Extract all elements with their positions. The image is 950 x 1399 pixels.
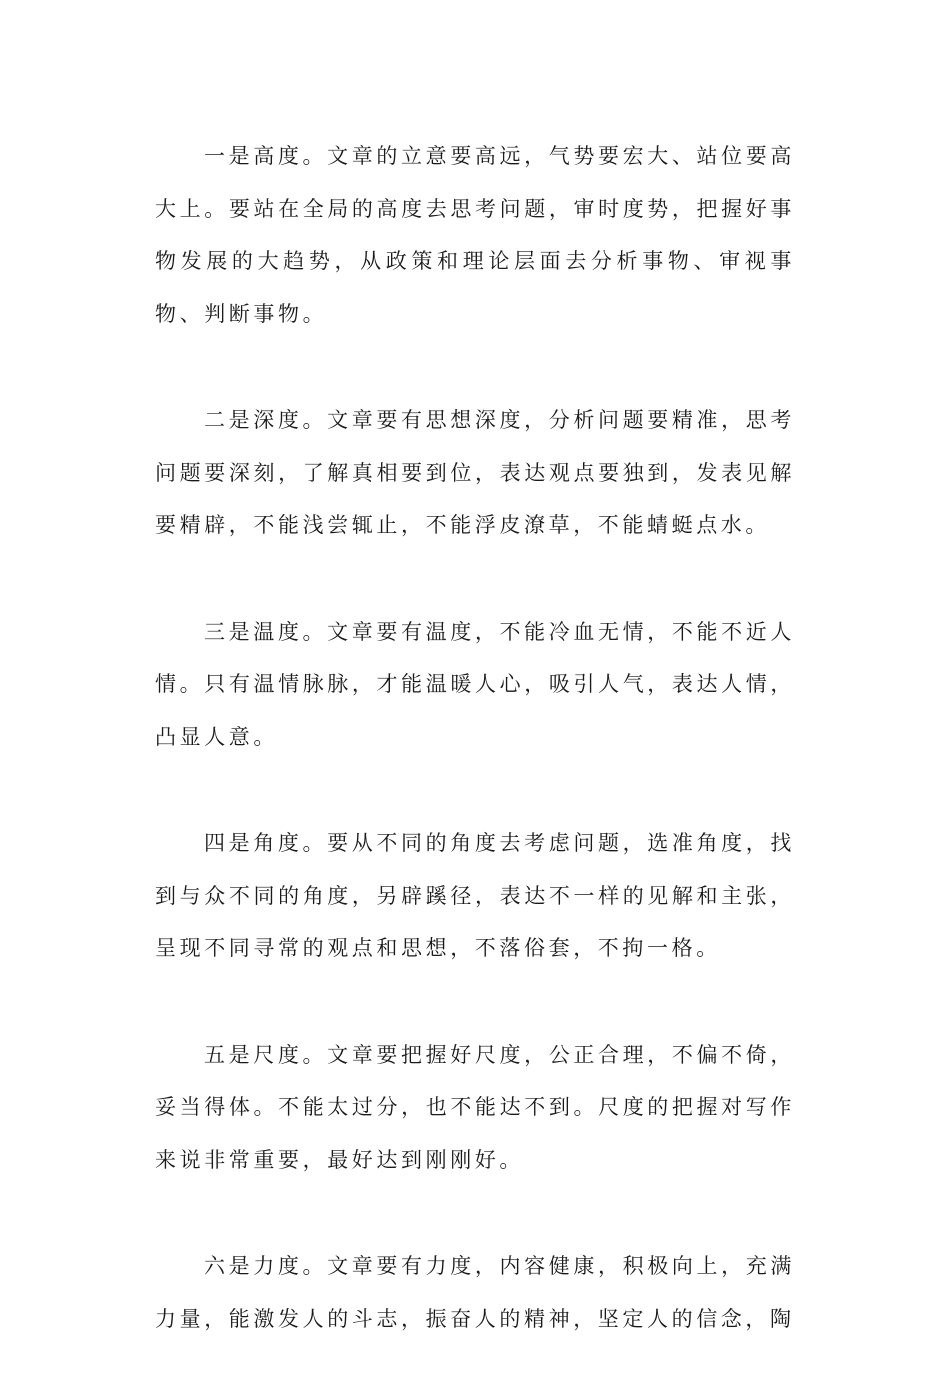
paragraph-strength: 六是力度。文章要有力度，内容健康，积极向上，充满力量，能激发人的斗志，振奋人的精神，坚定人的信念，陶 xyxy=(155,1254,795,1331)
paragraph-measure: 五是尺度。文章要把握好尺度，公正合理，不偏不倚，妥当得体。不能太过分，也不能达不到。尺度的把握对写作来说非常重要，最好达到刚刚好。 xyxy=(155,1042,795,1172)
paragraph-depth: 二是深度。文章要有思想深度，分析问题要精准，思考问题要深刻，了解真相要到位，表达观点要独到，发表见解要精辟，不能浅尝辄止，不能浮皮潦草，不能蜻蜓点水。 xyxy=(155,408,795,537)
document-body xyxy=(155,130,795,1399)
paragraph-warmth: 三是温度。文章要有温度，不能冷血无情，不能不近人情。只有温情脉脉，才能温暖人心，吸引人气，表达人情，凸显人意。 xyxy=(155,619,795,749)
paragraph-angle: 四是角度。要从不同的角度去考虑问题，选准角度，找到与众不同的角度，另辟蹊径，表达不一样的见解和主张，呈现不同寻常的观点和思想，不落俗套，不拘一格。 xyxy=(155,831,795,960)
paragraph-height: 一是高度。文章的立意要高远，气势要宏大、站位要高大上。要站在全局的高度去思考问题，审时度势，把握好事物发展的大趋势，从政策和理论层面去分析事物、审视事物、判断事物。 xyxy=(155,144,795,326)
